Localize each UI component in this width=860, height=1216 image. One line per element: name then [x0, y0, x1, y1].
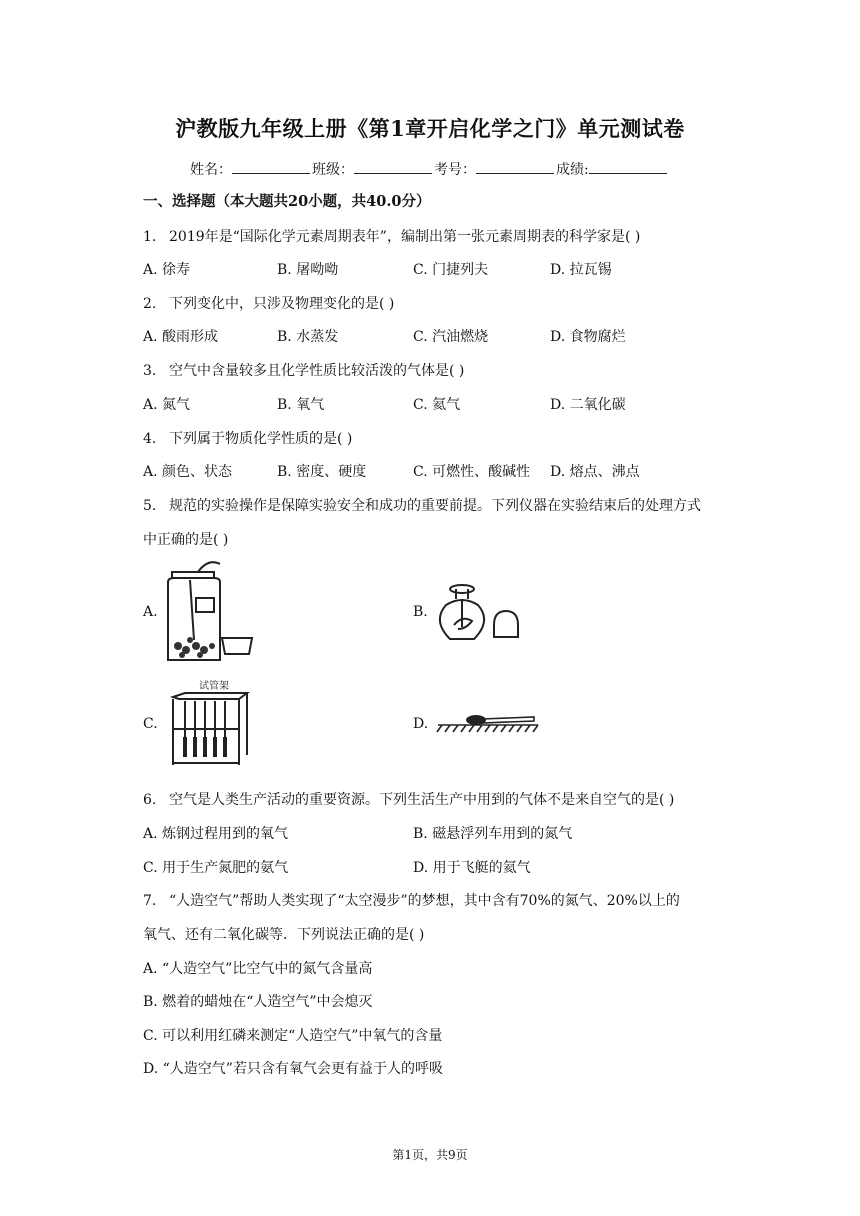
question-4: [143, 428, 352, 448]
page-footer: 第1页，共9页: [392, 1148, 468, 1162]
q7-option-d: D. “人造空气”若只含有氧气会更有益于人的呼吸: [143, 1061, 443, 1077]
question-6: [143, 789, 674, 809]
q4-option-c: C. 可燃性、酸碱性: [413, 464, 531, 480]
alcohol-lamp-image: [434, 575, 526, 647]
reagent-bottle-with-dropper-image: [160, 560, 255, 664]
question-7: [143, 890, 680, 910]
section-heading: 一、选择题（本大题共20小题，共40.0分）: [143, 193, 431, 210]
q1-option-c: C. 门捷列夫: [413, 262, 489, 278]
q6-option-b: B. 磁悬浮列车用到的氮气: [413, 826, 573, 842]
question-number: 7.: [143, 893, 157, 909]
q4-option-b: B. 密度、硬度: [277, 464, 367, 480]
q4-option-d: D. 熔点、沸点: [550, 464, 640, 480]
question-text: 下列属于物质化学性质的是( ): [169, 431, 353, 447]
q7-option-a: A. “人造空气”比空气中的氮气含量高: [143, 961, 373, 977]
score-blank: [589, 161, 667, 174]
question-number: 4.: [143, 431, 157, 447]
q3-option-a: A. 氮气: [143, 397, 191, 413]
dropper-on-table-image: [436, 703, 540, 733]
exam-no-label: 考号：: [434, 162, 476, 178]
question-1: [143, 226, 640, 246]
q4-option-a: A. 颜色、状态: [143, 464, 233, 480]
exam-no-blank: [476, 161, 554, 174]
question-text: 2019年是“国际化学元素周期表年”，编制出第一张元素周期表的科学家是( ): [169, 229, 641, 245]
q5-option-b-label: B.: [413, 604, 428, 620]
q7-option-b: B. 燃着的蜡烛在“人造空气”中会熄灭: [143, 994, 373, 1010]
q3-option-b: B. 氧气: [277, 397, 325, 413]
question-number: 1.: [143, 229, 157, 245]
name-label: 姓名：: [190, 162, 232, 178]
class-blank: [354, 161, 432, 174]
question-text: 空气中含量较多且化学性质比较活泼的气体是( ): [169, 363, 465, 379]
question-number: 2.: [143, 296, 157, 312]
question-number: 3.: [143, 363, 157, 379]
class-label: 班级：: [312, 162, 354, 178]
student-info-line: [190, 159, 669, 179]
q1-option-b: B. 屠呦呦: [277, 262, 339, 278]
page-title: 沪教版九年级上册《第1章开启化学之门》单元测试卷: [175, 116, 685, 141]
q5-option-d-label: D.: [413, 716, 429, 732]
question-text: “人造空气”帮助人类实现了“太空漫步”的梦想，其中含有70%的氮气、20%以上的: [169, 893, 680, 909]
question-text: 下列变化中，只涉及物理变化的是( ): [169, 296, 395, 312]
test-tube-rack-image: [165, 677, 255, 769]
q7-option-c: C. 可以利用红磷来测定“人造空气”中氧气的含量: [143, 1028, 443, 1044]
question-3: [143, 360, 464, 380]
q5-option-c-label: C.: [143, 716, 158, 732]
question-number: 5.: [143, 498, 157, 514]
score-label: 成绩:: [556, 162, 589, 178]
q2-option-d: D. 食物腐烂: [550, 329, 626, 345]
q2-option-b: B. 水蒸发: [277, 329, 339, 345]
q2-option-c: C. 汽油燃烧: [413, 329, 489, 345]
question-5: [143, 495, 701, 515]
q5-option-a-label: A.: [143, 604, 158, 620]
q1-option-d: D. 拉瓦锡: [550, 262, 612, 278]
question-text: 规范的实验操作是保障实验安全和成功的重要前提。下列仪器在实验结束后的处理方式: [169, 498, 701, 514]
q6-option-d: D. 用于飞艇的氦气: [413, 860, 531, 876]
name-blank: [232, 161, 310, 174]
q2-option-a: A. 酸雨形成: [143, 329, 219, 345]
q6-option-c: C. 用于生产氮肥的氨气: [143, 860, 289, 876]
q1-option-a: A. 徐寿: [143, 262, 191, 278]
question-2: [143, 293, 394, 313]
rack-label: 试管架: [199, 681, 229, 692]
q6-option-a: A. 炼钢过程用到的氧气: [143, 826, 289, 842]
q3-option-c: C. 氦气: [413, 397, 461, 413]
question-7-cont: 氧气、还有二氧化碳等．下列说法正确的是( ): [143, 927, 425, 943]
q3-option-d: D. 二氧化碳: [550, 397, 626, 413]
question-text: 空气是人类生产活动的重要资源。下列生活生产中用到的气体不是来自空气的是( ): [169, 792, 675, 808]
question-number: 6.: [143, 792, 157, 808]
question-5-cont: 中正确的是( ): [143, 532, 229, 548]
